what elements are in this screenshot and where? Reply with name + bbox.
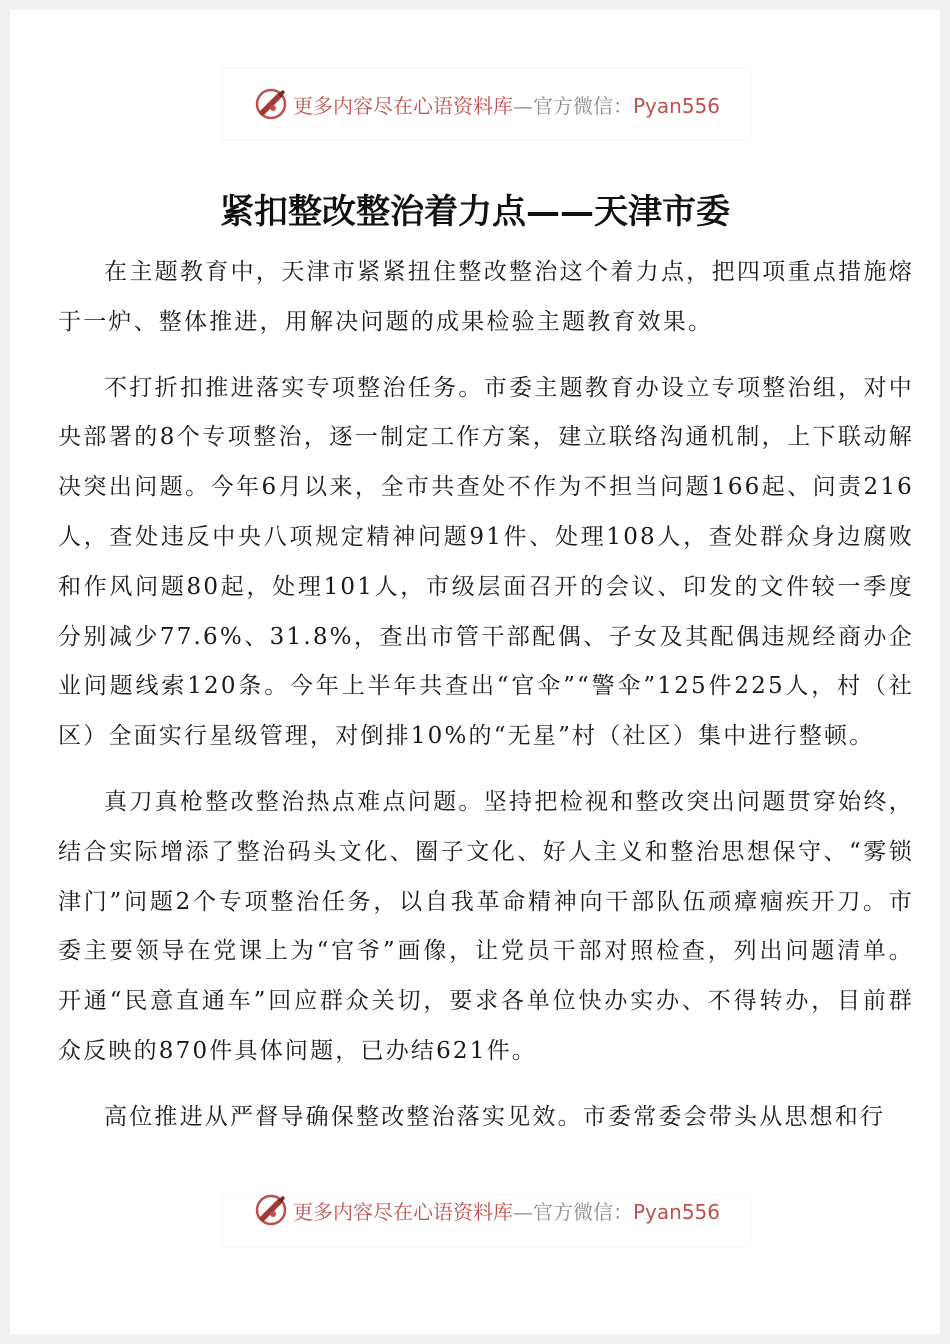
banner-main-text-bottom: 更多内容尽在心语资料库 bbox=[292, 1200, 513, 1224]
document-page bbox=[10, 10, 940, 1334]
paragraph-2: 不打折扣推进落实专项整治任务。市委主题教育办设立专项整治组，对中央部署的8个专项整治，逐一制定工作方案，建立联络沟通机制，上下联动解决突出问题。今年6月以来，全市共查处不作为不担当问题166起、问责216人，查处违反中央八项规定精神问题91件、处理108人，查处群众身边腐败和作风问题80起，处理101人，市级层面召开的会议、印发的文件较一季度分别减少77.6%、31.8%，查出市管干部配偶、子女及其配偶违规经商办企业问题线索120条。今年上半年共查出“官伞”“警伞”125件225人，村（社区）全面实行星级管理，对倒排10%的“无星”村（社区）集中进行整顿。 bbox=[58, 374, 914, 750]
banner-separator-text: —官方微信： bbox=[512, 93, 633, 118]
banner-handle-text: Pyan556 bbox=[632, 93, 720, 118]
banner-separator-text-bottom: —官方微信： bbox=[512, 1200, 633, 1224]
banner-handle-text-bottom: Pyan556 bbox=[632, 1200, 720, 1224]
pen-logo-icon-bottom bbox=[253, 1192, 289, 1228]
pen-logo-icon bbox=[253, 86, 289, 122]
paragraph-1: 在主题教育中，天津市紧紧扭住整改整治这个着力点，把四项重点措施熔于一炉、整体推进，用解决问题的成果检验主题教育效果。 bbox=[58, 259, 914, 335]
watermark-banner-top bbox=[223, 69, 750, 139]
paragraph-4: 高位推进从严督导确保整改整治落实见效。市委常委会带头从思想和行 bbox=[104, 1103, 886, 1130]
banner-main-text: 更多内容尽在心语资料库 bbox=[292, 93, 513, 118]
paragraph-3: 真刀真枪整改整治热点难点问题。坚持把检视和整改突出问题贯穿始终，结合实际增添了整治码头文化、圈子文化、好人主义和整治思想保守、“雾锁津门”问题2个专项整治任务，以自我革命精神向干部队伍顽瘴痼疾开刀。市委主要领导在党课上为“官爷”画像，让党员干部对照检查，列出问题清单。开通“民意直通车”回应群众关切，要求各单位快办实办、不得转办，目前群众反映的870件具体问题，已办结621件。 bbox=[58, 788, 914, 1064]
watermark-banner-bottom bbox=[223, 1196, 750, 1246]
article-body bbox=[58, 248, 914, 1143]
article-title: 紧扣整改整治着力点——天津市委 bbox=[220, 192, 730, 232]
